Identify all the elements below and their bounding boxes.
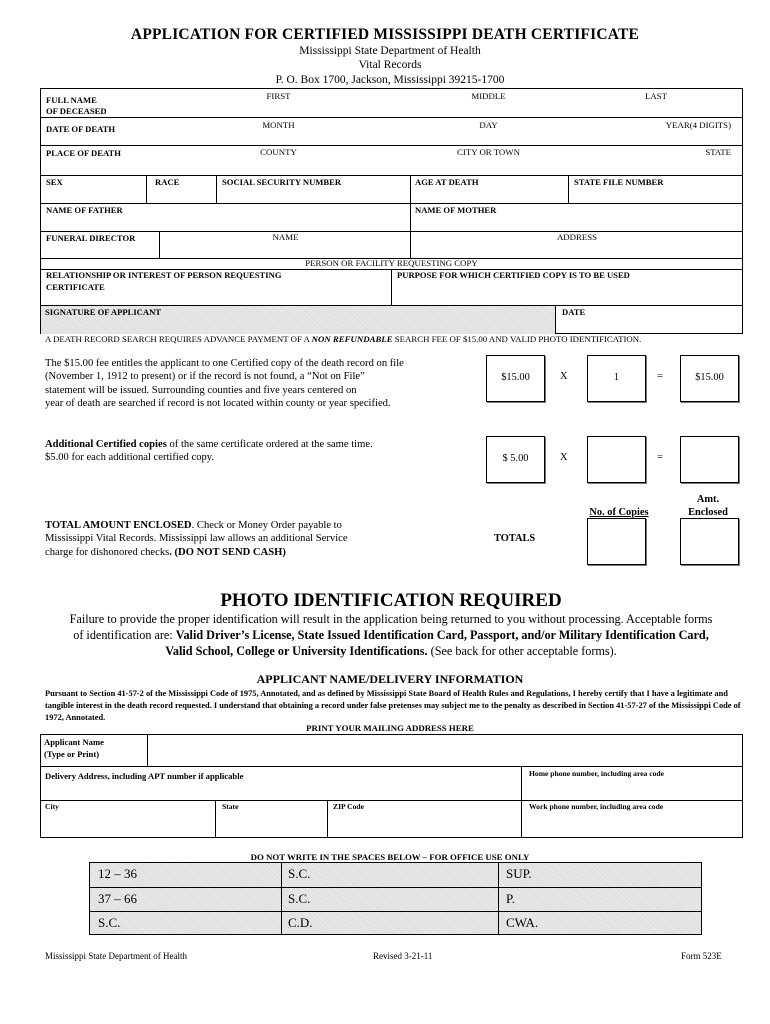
total-amount-bold: TOTAL AMOUNT ENCLOSED — [45, 520, 192, 531]
delivery-address-input[interactable] — [41, 767, 521, 800]
office-cell: 12 – 36 — [98, 866, 137, 881]
additional-copy-quantity-box[interactable] — [587, 436, 646, 483]
division-name: Vital Records — [358, 59, 422, 71]
print-address-instruction: PRINT YOUR MAILING ADDRESS HERE — [306, 723, 474, 733]
delivery-address-label: Delivery Address, including APT number if applicable — [45, 771, 244, 781]
purpose-label: PURPOSE FOR WHICH CERTIFIED COPY IS TO BE USED — [397, 270, 630, 280]
mailing-address: P. O. Box 1700, Jackson, Mississippi 39215-1700 — [275, 74, 505, 86]
place-of-death-field[interactable] — [151, 146, 742, 175]
additional-copy-total-box[interactable] — [680, 436, 739, 483]
full-name-field[interactable] — [151, 89, 742, 117]
photo-id-title: PHOTO IDENTIFICATION REQUIRED — [220, 590, 562, 611]
date-field[interactable] — [555, 306, 742, 334]
photo-id-text — [40, 611, 742, 659]
zip-input[interactable] — [327, 801, 521, 837]
signature-label: SIGNATURE OF APPLICANT — [45, 307, 162, 317]
first-copy-quantity-box[interactable]: 1 — [587, 355, 646, 402]
day-caption: DAY — [479, 120, 498, 130]
race-label: RACE — [155, 177, 180, 187]
totals-label: TOTALS — [494, 533, 536, 544]
search-fee-notice — [45, 334, 641, 344]
date-of-death-row — [41, 118, 742, 146]
year-caption: YEAR(4 DIGITS) — [665, 120, 731, 130]
do-not-send-cash-text: . (DO NOT SEND CASH) — [169, 546, 286, 558]
age-at-death-label: AGE AT DEATH — [415, 177, 479, 187]
photo-id-line-1: Failure to provide the proper identification will result in the application being returned to you without processing. Acceptable forms — [69, 612, 713, 626]
home-phone-label: Home phone number, including area code — [529, 769, 665, 778]
decedent-form — [40, 88, 743, 334]
notice-text: A DEATH RECORD SEARCH REQUIRES ADVANCE PAYMENT OF A — [45, 334, 312, 344]
signature-field[interactable] — [41, 306, 555, 334]
full-name-label: FULL NAME OF DECEASED — [46, 95, 107, 116]
first-equals-sign: = — [657, 371, 663, 382]
office-cell: CWA. — [506, 915, 539, 930]
state-caption: STATE — [705, 147, 731, 157]
dishonored-checks-text: charge for dishonored checks — [45, 546, 170, 558]
number-of-copies-header: No. of Copies — [589, 507, 649, 518]
last-name-caption: LAST — [645, 91, 667, 101]
additional-times-sign: X — [560, 452, 568, 463]
home-phone-input[interactable] — [521, 767, 742, 800]
date-of-death-label: DATE OF DEATH — [46, 124, 116, 134]
county-caption: COUNTY — [260, 147, 297, 157]
amount-enclosed-header: Amt. Enclosed — [688, 494, 728, 518]
state-file-number-label: STATE FILE NUMBER — [574, 177, 664, 187]
middle-name-caption: MIDDLE — [471, 91, 506, 101]
funeral-name-caption: NAME — [272, 232, 299, 242]
applicant-name-row — [41, 735, 742, 767]
office-cell: S.C. — [288, 866, 311, 881]
total-copies-box[interactable] — [587, 518, 646, 565]
office-cell: 37 – 66 — [98, 891, 137, 906]
additional-equals-sign: = — [657, 452, 663, 463]
age-cell[interactable] — [410, 176, 568, 203]
page-title: APPLICATION FOR CERTIFIED MISSISSIPPI DEATH CERTIFICATE — [130, 26, 640, 43]
additional-copies-rest: of the same certificate ordered at the same time. — [166, 439, 373, 450]
person-requesting-caption: PERSON OR FACILITY REQUESTING COPY — [305, 258, 478, 268]
funeral-director-row — [41, 232, 742, 259]
zip-label: ZIP Code — [333, 802, 365, 811]
father-field[interactable] — [41, 204, 410, 231]
photo-id-line-2: of identification are: Valid Driver’s License, State Issued Identification Card, Passport, and/or Military Identification Card, — [73, 628, 709, 642]
funeral-address-field[interactable] — [410, 232, 742, 258]
applicant-section-title: APPLICANT NAME/DELIVERY INFORMATION — [256, 672, 524, 686]
race-cell[interactable] — [146, 176, 216, 203]
work-phone-input[interactable] — [521, 801, 742, 837]
additional-copies-description — [45, 438, 455, 465]
sex-label: SEX — [46, 177, 63, 187]
footer-department: Mississippi State Department of Health — [45, 951, 187, 961]
month-caption: MONTH — [262, 120, 295, 130]
date-of-death-field[interactable] — [151, 118, 742, 145]
non-refundable-text: NON REFUNDABLE — [311, 334, 393, 344]
requestor-row — [41, 259, 742, 306]
city-or-town-caption: CITY OR TOWN — [457, 147, 520, 157]
funeral-name-field[interactable] — [159, 232, 410, 258]
first-copy-total-box[interactable]: $15.00 — [680, 355, 739, 402]
pursuant-statement: Pursuant to Section 41-57-2 of the Mississippi Code of 1975, Annotated, and as defined by Mississippi State Board of Health Rules and Regulations, I hereby certify that I have a legitimate and tangible interest in the death record requested. I understand that obtaining a record under false pretenses may subject me to the penalty as described in Section 41-57-27 of the Mississippi Code of 1972, Annotated. — [45, 689, 741, 723]
office-use-grid — [89, 862, 702, 935]
delivery-table — [40, 734, 743, 838]
purpose-field[interactable] — [391, 269, 742, 305]
state-input[interactable] — [215, 801, 327, 837]
signature-row — [41, 306, 742, 334]
total-amount-rest: . Check or Money Order payable to — [191, 520, 342, 531]
service-charge-text: Mississippi Vital Records. Mississippi law allows an additional Service — [45, 533, 348, 545]
first-copy-description: The $15.00 fee entitles the applicant to one Certified copy of the death record on file (November 1, 1912 to present) or if the record is not found, a “Not on File” statement will be issued. Surrounding counties and five years centered on year of death are searched if record is not located within county or year specified. — [45, 358, 404, 410]
total-amount-description — [45, 519, 465, 559]
full-name-row — [41, 89, 742, 118]
place-of-death-row — [41, 146, 742, 176]
ssn-label: SOCIAL SECURITY NUMBER — [222, 177, 342, 187]
additional-copies-bold: Additional Certified copies — [45, 439, 167, 450]
state-label: State — [222, 802, 239, 811]
name-of-mother-label: NAME OF MOTHER — [415, 205, 497, 215]
additional-copies-price: $5.00 for each additional certified copy. — [45, 452, 215, 464]
mother-field[interactable] — [410, 204, 742, 231]
footer-revision: Revised 3-21-11 — [373, 951, 433, 961]
applicant-name-input[interactable] — [147, 735, 742, 766]
relationship-field[interactable] — [41, 269, 391, 305]
demographics-row — [41, 176, 742, 204]
funeral-address-caption: ADDRESS — [556, 232, 598, 242]
place-of-death-label: PLACE OF DEATH — [46, 148, 121, 158]
office-cell: P. — [506, 891, 516, 906]
first-name-caption: FIRST — [266, 91, 291, 101]
state-file-cell[interactable] — [568, 176, 742, 203]
notice-text-end: SEARCH FEE OF $15.00 AND VALID PHOTO IDENTIFICATION. — [392, 334, 642, 344]
additional-copy-fee-box: $ 5.00 — [486, 436, 545, 483]
work-phone-label: Work phone number, including area code — [529, 802, 664, 811]
funeral-director-label: FUNERAL DIRECTOR — [46, 233, 136, 243]
office-cell: S.C. — [98, 915, 121, 930]
office-use-title: DO NOT WRITE IN THE SPACES BELOW – FOR OFFICE USE ONLY — [250, 852, 530, 862]
footer-form-number: Form 523E — [681, 951, 722, 961]
relationship-label: RELATIONSHIP OR INTEREST OF PERSON REQUESTING CERTIFICATE — [46, 270, 282, 292]
city-label: City — [45, 802, 59, 811]
delivery-address-row — [41, 767, 742, 801]
city-input[interactable] — [41, 801, 215, 837]
date-label: DATE — [562, 307, 586, 317]
office-cell: S.C. — [288, 891, 311, 906]
ssn-cell[interactable] — [216, 176, 410, 203]
office-cell: SUP. — [506, 866, 532, 881]
first-copy-fee-box: $15.00 — [486, 355, 545, 402]
applicant-name-label: Applicant Name (Type or Print) — [44, 737, 104, 759]
name-of-father-label: NAME OF FATHER — [46, 205, 123, 215]
parents-row — [41, 204, 742, 232]
sex-field[interactable] — [41, 176, 146, 203]
first-times-sign: X — [560, 371, 568, 382]
photo-id-line-3: Valid School, College or University Identifications. (See back for other acceptable forms). — [165, 644, 617, 658]
total-amount-box[interactable] — [680, 518, 739, 565]
city-state-zip-row — [41, 801, 742, 837]
office-cell: C.D. — [288, 915, 313, 930]
department-name: Mississippi State Department of Health — [299, 45, 481, 57]
